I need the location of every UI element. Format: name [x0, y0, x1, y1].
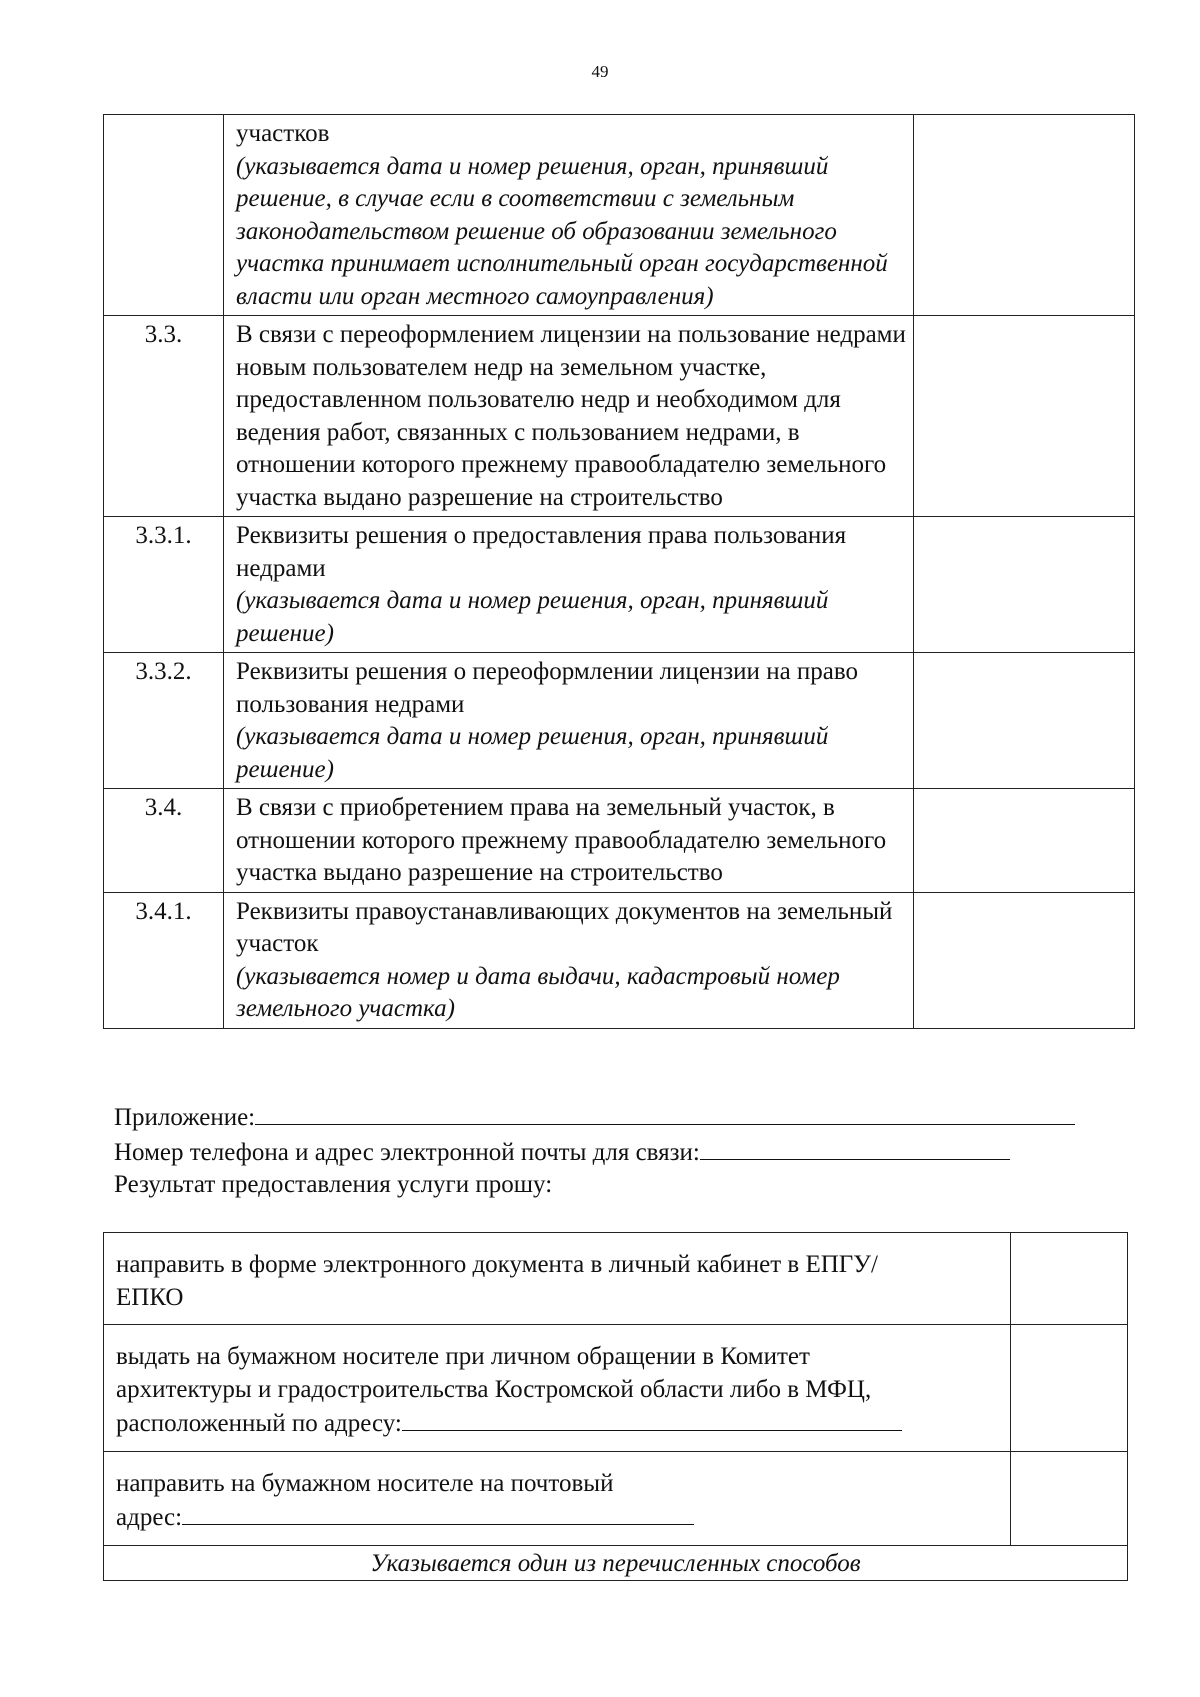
contact-input[interactable] — [700, 1135, 1010, 1160]
row-number: 3.4. — [104, 789, 224, 893]
row-description — [224, 316, 914, 517]
delivery-option-epgu — [104, 1233, 1011, 1325]
row-value-field[interactable] — [914, 653, 1135, 789]
row-text: Реквизиты решения о предоставления права пользования недрами — [236, 522, 847, 582]
delivery-options-table — [103, 1232, 1128, 1581]
contact-line — [114, 1135, 1114, 1170]
row-number: 3.4.1. — [104, 892, 224, 1028]
option-text: архитектуры и градостроительства Костромской области либо в МФЦ, — [116, 1375, 872, 1403]
option-text: выдать на бумажном носителе при личном обращении в Комитет — [116, 1343, 810, 1370]
table-row — [104, 653, 1135, 789]
row-description — [224, 892, 914, 1028]
option-text: адрес: — [116, 1504, 183, 1531]
result-line — [114, 1169, 1114, 1202]
application-details-table — [103, 114, 1135, 1029]
table-row — [104, 1545, 1128, 1581]
row-value-field[interactable] — [914, 517, 1135, 653]
row-text: Реквизиты правоустанавливающих документов на земельный участок — [236, 897, 893, 957]
option-text: направить на бумажном носителе на почтовый — [116, 1469, 614, 1497]
contact-label: Номер телефона и адрес электронной почты для связи: — [114, 1138, 700, 1166]
table-row — [104, 892, 1135, 1028]
row-value-field[interactable] — [914, 316, 1135, 517]
option-text: расположенный по адресу: — [116, 1410, 402, 1437]
attachment-line — [114, 1100, 1114, 1135]
row-text: В связи с приобретением права на земельный участок, в отношении которого прежнему правообладателю земельного участка выдано разрешение на строительство — [236, 794, 887, 886]
page-number: 49 — [591, 62, 609, 81]
row-value-field[interactable] — [914, 789, 1135, 893]
row-description — [224, 653, 914, 789]
row-text: В связи с переоформлением лицензии на пользование недрами новым пользователем недр на земельном участке, предоставленном пользователю недр и необходимом для ведения работ, связанных с пользованием недрами, в отношении которого прежнему правообладателю земельного участка выдано разрешение на строительство — [236, 321, 906, 511]
row-note: (указывается дата и номер решения, орган, принявший решение) — [236, 587, 829, 647]
table-row — [104, 1233, 1128, 1325]
table-row — [104, 316, 1135, 517]
row-note: (указывается номер и дата выдачи, кадастровый номер земельного участка) — [236, 962, 840, 1022]
option-text-line — [116, 1406, 1002, 1441]
option-text: ЕПКО — [116, 1283, 184, 1311]
row-number: 3.3.2. — [104, 653, 224, 789]
form-lines — [114, 1100, 1114, 1202]
delivery-option-paper — [104, 1325, 1011, 1452]
postal-address-input[interactable] — [182, 1500, 694, 1525]
row-number: 3.3.1. — [104, 517, 224, 653]
result-label: Результат предоставления услуги прошу: — [114, 1171, 553, 1198]
row-text: Реквизиты решения о переоформлении лицензии на право пользования недрами — [236, 658, 859, 718]
row-number — [104, 115, 224, 316]
table-row — [104, 517, 1135, 653]
table-row — [104, 1325, 1128, 1452]
attachment-input[interactable] — [255, 1100, 1075, 1125]
table-row — [104, 789, 1135, 893]
table-row — [104, 115, 1135, 316]
row-note: (указывается дата и номер решения, орган, принявший решение) — [236, 723, 829, 783]
row-text: участков — [236, 120, 330, 147]
row-number: 3.3. — [104, 316, 224, 517]
address-input[interactable] — [402, 1406, 902, 1431]
table-row — [104, 1451, 1128, 1545]
row-value-field[interactable] — [914, 115, 1135, 316]
row-note: (указывается дата и номер решения, орган, принявший решение, в случае если в соответствии с земельным законодательством решение об образовании земельного участка принимает исполнительный орган государственной власти или орган местного самоуправления) — [236, 152, 888, 310]
option-mark-field[interactable] — [1011, 1233, 1128, 1325]
option-text: направить в форме электронного документа в личный кабинет в ЕПГУ/ — [116, 1251, 878, 1278]
row-description — [224, 517, 914, 653]
attachment-label: Приложение: — [114, 1104, 256, 1131]
row-description — [224, 789, 914, 893]
footnote: Указывается один из перечисленных способов — [104, 1545, 1128, 1581]
option-text-line — [116, 1500, 1002, 1535]
delivery-option-mail — [104, 1451, 1011, 1545]
option-mark-field[interactable] — [1011, 1451, 1128, 1545]
row-description — [224, 115, 914, 316]
row-value-field[interactable] — [914, 892, 1135, 1028]
option-mark-field[interactable] — [1011, 1325, 1128, 1452]
